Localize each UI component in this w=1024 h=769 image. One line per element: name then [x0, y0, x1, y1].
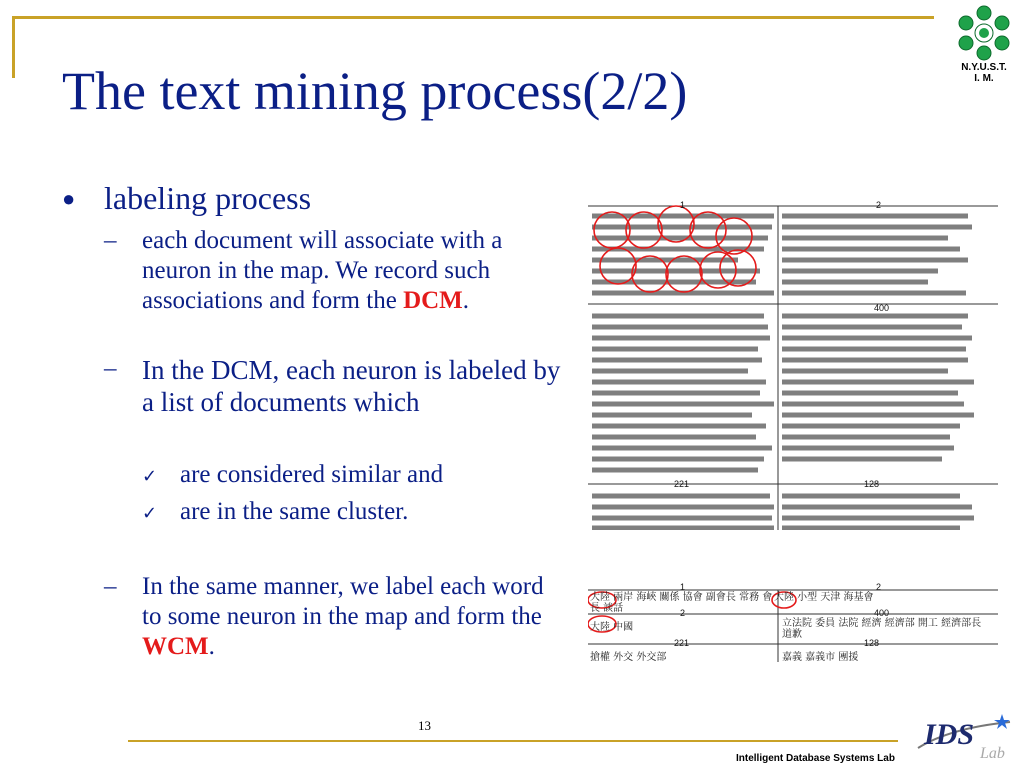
check-text: are in the same cluster.: [180, 498, 409, 525]
item-text: each document will associate with a neuron in the map. We record such associations and form the: [142, 227, 503, 314]
item-text: In the same manner, we label each word to some neuron in the map and form the: [142, 573, 544, 630]
checkmark-icon: ✓: [142, 466, 158, 487]
dash-marker: –: [104, 573, 117, 600]
wcm-cell-label: 128: [864, 638, 880, 648]
wcm-cell-text: 嘉義 嘉義市 團援: [782, 652, 859, 663]
logo-text-line2: I. M.: [974, 73, 994, 84]
wcm-cell-text: 大陸 中國: [590, 622, 634, 633]
cell-label: 2: [876, 200, 882, 210]
svg-text:IDS: IDS: [924, 718, 975, 751]
wcm-highlight: WCM: [142, 633, 209, 660]
item-period: .: [208, 633, 215, 660]
page-number: 13: [418, 718, 431, 733]
wcm-cell-label: 2: [680, 608, 686, 618]
logo-text-line1: N.Y.U.S.T.: [961, 62, 1007, 73]
dcm-table-drawing: [588, 200, 998, 530]
check-text: are considered similar and: [180, 461, 444, 488]
dcm-highlight: DCM: [403, 287, 463, 314]
nyust-logo: [952, 4, 1016, 94]
top-frame-line: [12, 16, 934, 19]
cell-label: 1: [680, 200, 686, 210]
wcm-cell-label: 1: [680, 582, 686, 592]
idslab-logo: [910, 708, 1020, 764]
dash-marker: –: [104, 227, 117, 254]
wcm-cell-text: 搶權 外交 外交部: [590, 652, 667, 663]
wcm-cell-text: 立法院 委員 法院 經濟 經濟部 開工 經濟部長 道歉: [782, 618, 982, 640]
checkmark-icon: ✓: [142, 503, 158, 524]
wcm-cell-label: 400: [874, 608, 890, 618]
wcm-cell-text: 大陸 小型 天津 海基會: [774, 592, 874, 603]
bullet-dot-icon: ●: [62, 186, 76, 211]
bottom-frame-line: [128, 740, 898, 742]
lab-name: Intelligent Database Systems Lab: [736, 753, 895, 764]
item-text: In the DCM, each neuron is labeled by a list of documents which: [142, 355, 561, 417]
wcm-cell-label: 2: [876, 582, 882, 592]
wcm-cell-text: 大陸 兩岸 海峽 關係 協會 副會長 常務 會長 談話: [590, 592, 773, 614]
dash-marker: –: [104, 355, 117, 382]
cell-label: 128: [864, 479, 880, 489]
item-period: .: [462, 287, 470, 314]
cell-label: 221: [674, 479, 690, 489]
idslab-logo-icon: [910, 708, 1020, 764]
cell-label: 400: [874, 303, 890, 313]
bullet-text: labeling process: [104, 180, 312, 216]
left-frame-line: [12, 16, 15, 78]
nyust-emblem-icon: [955, 4, 1013, 62]
svg-text:Lab: Lab: [980, 745, 1005, 762]
wcm-cell-label: 221: [674, 638, 690, 648]
wcm-table-image: [588, 582, 998, 662]
slide-title: The text mining process(2/2): [62, 61, 688, 121]
dcm-table-image: [588, 200, 998, 530]
